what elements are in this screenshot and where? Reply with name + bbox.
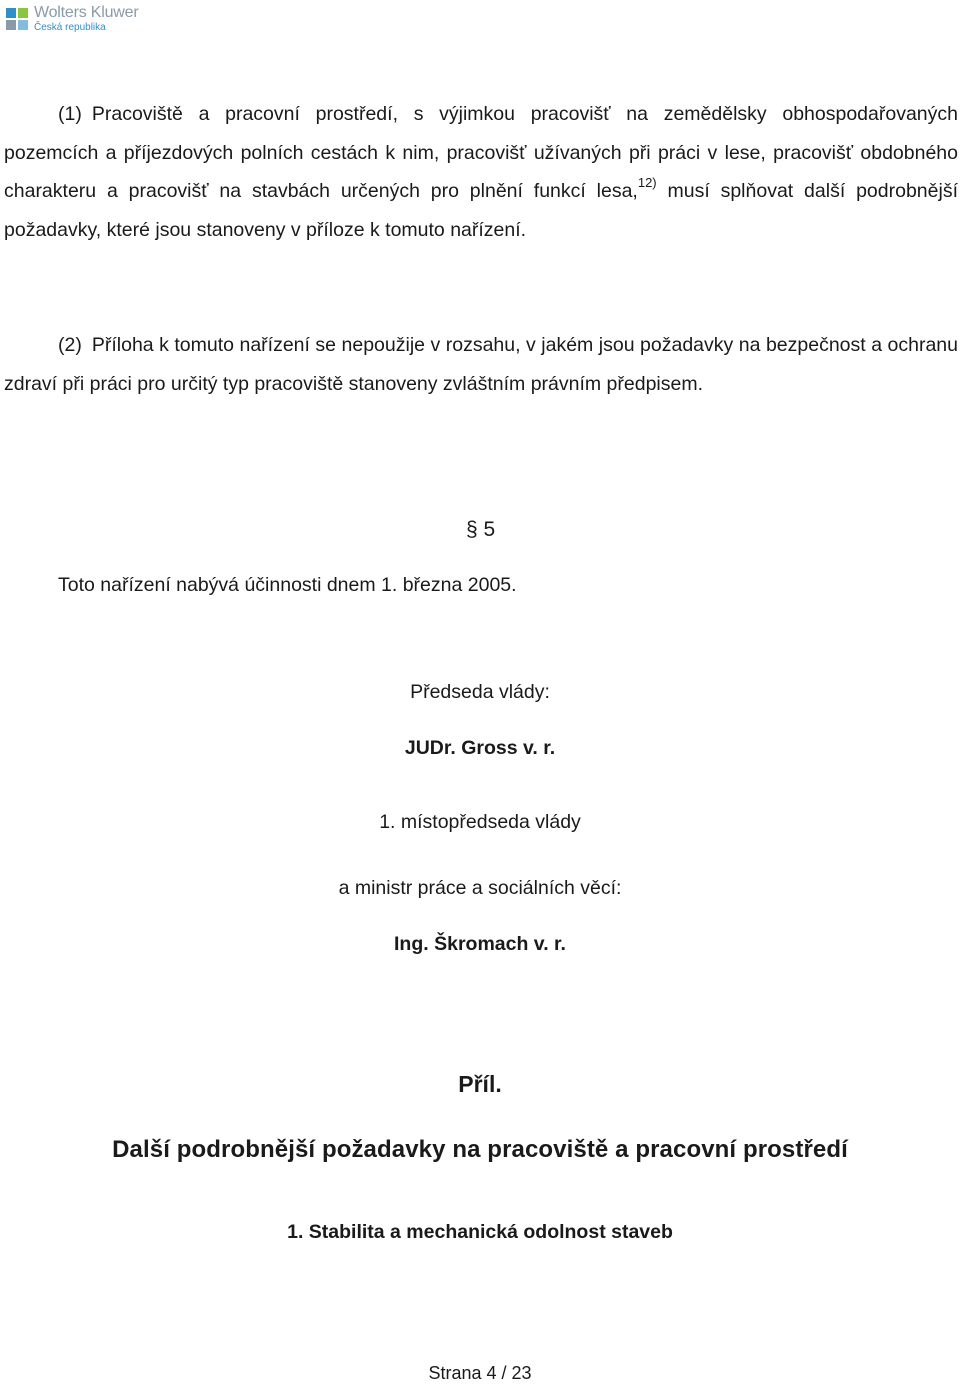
logo-subtitle: Česká republika bbox=[34, 22, 106, 33]
section-number: § 5 bbox=[466, 518, 496, 541]
publisher-logo bbox=[4, 2, 139, 36]
pm-name: JUDr. Gross v. r. bbox=[404, 737, 556, 759]
footnote-ref: 12) bbox=[637, 174, 657, 190]
paragraph-2-text: Příloha k tomuto nařízení se nepoužije v rozsahu, v jakém jsou požadavky na bezpečnost a ochranu zdraví při práci pro určitý typ pracoviště stanoveny zvláštním právním předpisem. bbox=[4, 334, 958, 395]
appendix-label: Příl. bbox=[458, 1071, 502, 1097]
logo-name: Wolters Kluwer bbox=[34, 4, 139, 21]
deputy-title: 1. místopředseda vlády bbox=[379, 811, 581, 833]
appendix-title: Další podrobnější požadavky na pracoviště a pracovní prostředí bbox=[112, 1136, 848, 1163]
minister-name: Ing. Škromach v. r. bbox=[394, 933, 566, 955]
paragraph-1-text-b: musí splňovat další podrobnější požadavky, které jsou stanoveny v příloze k tomuto nařízení. bbox=[4, 180, 958, 241]
paragraph-1-number: (1) bbox=[58, 103, 82, 125]
paragraph-2-number: (2) bbox=[58, 334, 82, 356]
pm-title: Předseda vlády: bbox=[410, 681, 550, 703]
wolters-kluwer-logo-icon bbox=[4, 6, 30, 32]
page-number: Strana 4 / 23 bbox=[428, 1363, 532, 1383]
effective-date-text: Toto nařízení nabývá účinnosti dnem 1. března 2005. bbox=[58, 574, 517, 596]
paragraph-1 bbox=[4, 95, 958, 249]
minister-title: a ministr práce a sociálních věcí: bbox=[338, 877, 622, 899]
paragraph-2 bbox=[4, 326, 958, 403]
section-heading: 1. Stabilita a mechanická odolnost staveb bbox=[287, 1221, 673, 1243]
paragraph-1-text-a: Pracoviště a pracovní prostředí, s výjimkou pracovišť na zemědělsky obhospodařovaných pozemcích a příjezdových polních cestách k nim, pracovišť užívaných při práci v lese, pracovišť obdobného charakteru a pracovišť na stavbách určených pro plnění funkcí lesa, bbox=[4, 103, 958, 202]
